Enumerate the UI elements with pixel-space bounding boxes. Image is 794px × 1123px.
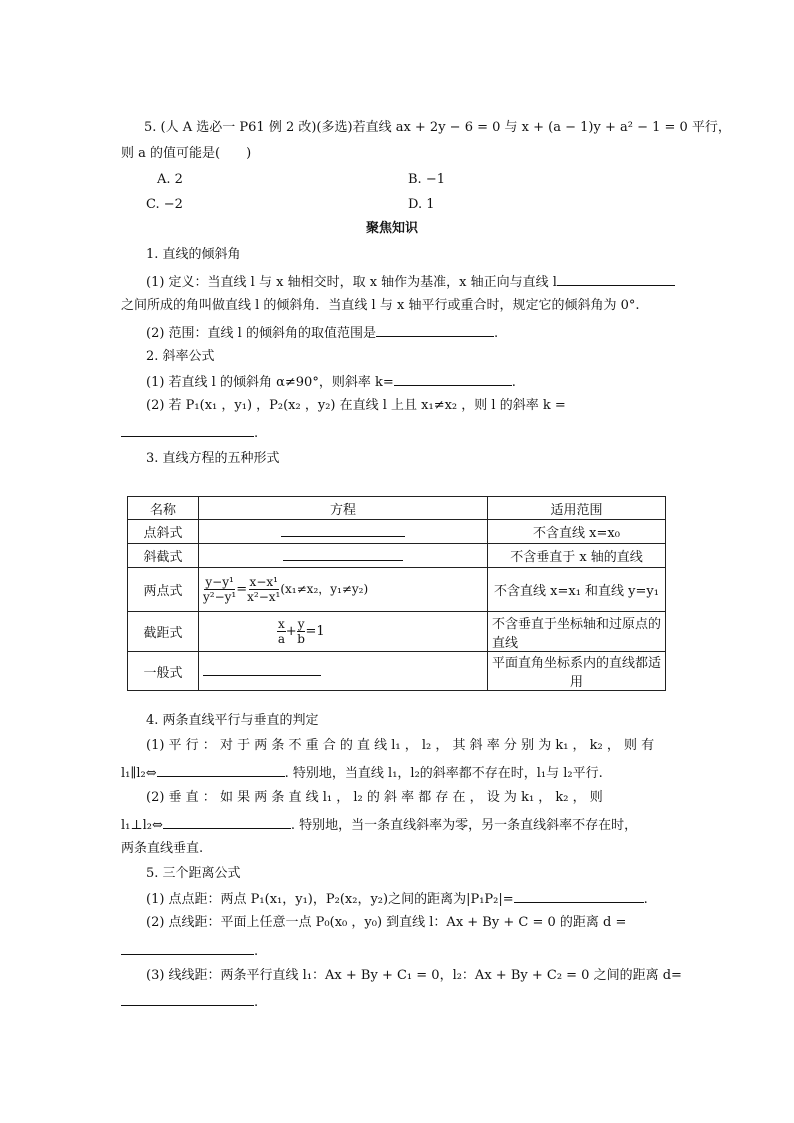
row-range: 不含垂直于 x 轴的直线 (488, 544, 666, 568)
k1-range-line (146, 323, 498, 343)
k3-title: 3. 直线方程的五种形式 (146, 451, 280, 466)
k2-period-2: . (254, 426, 259, 441)
fraction-numerator: y (297, 617, 305, 631)
k4-parallel-suffix: . 特别地，当直线 l₁，l₂的斜率都不存在时，l₁与 l₂平行. (284, 766, 603, 781)
k1-definition-text: (1) 定义：当直线 l 与 x 轴相交时，取 x 轴作为基准，x 轴正向与直线 l (146, 275, 557, 290)
fraction-numerator: x (278, 617, 285, 631)
equation-condition: (x₁≠x₂，y₁≠y₂) (280, 582, 369, 596)
row-range: 不含直线 x=x₁ 和直线 y=y₁ (488, 568, 666, 612)
fraction-denominator: a (277, 632, 285, 646)
option-c: C. −2 (146, 197, 183, 212)
k5-point-point-line (146, 889, 648, 909)
k2-blank-2 (121, 423, 254, 437)
k1-period: . (493, 326, 499, 341)
row-equation (199, 652, 488, 691)
question-stem-line2: 则 a 的值可能是( ) (121, 146, 252, 161)
fraction-x (247, 575, 280, 604)
fraction-denominator: y²−y¹ (203, 590, 237, 604)
k1-range-text: (2) 范围：直线 l 的倾斜角的取值范围是 (146, 326, 376, 341)
equation-blank (281, 523, 405, 537)
row-equation (199, 520, 488, 544)
k5-point-line-answer (121, 941, 258, 961)
k1-blank-2 (376, 323, 494, 337)
k5-point-line-line: (2) 点线距：平面上任意一点 P₀(x₀ ，y₀) 到直线 l：Ax + By + C = 0 的距离 d = (146, 915, 627, 930)
k1-blank-1 (557, 272, 675, 286)
row-range: 平面直角坐标系内的直线都适用 (488, 652, 666, 691)
table-row (128, 520, 666, 544)
k5-period-3: . (254, 995, 259, 1010)
k4-blank-perpendicular (163, 815, 291, 829)
k4-blank-parallel (157, 763, 285, 777)
header-name: 名称 (128, 497, 199, 520)
k2-slope-text: (1) 若直线 l 的倾斜角 α≠90°，则斜率 k= (146, 375, 394, 390)
k5-line-line-line: (3) 线线距：两条平行直线 l₁：Ax + By + C₁ = 0，l₂：Ax + By + C₂ = 0 之间的距离 d= (146, 968, 682, 983)
k5-period-1: . (643, 892, 648, 907)
row-name: 点斜式 (128, 520, 199, 544)
row-range: 不含垂直于坐标轴和过原点的直线 (488, 612, 666, 652)
k2-title: 2. 斜率公式 (146, 349, 215, 364)
row-equation: $\frac{\text{y−y¹}}{\text{y²−y¹}}$ = $\frac{\text{x−x¹}}{\text{x²−x¹}}$ (x₁≠x₂，y₁≠y₂) (199, 568, 488, 612)
k1-definition-line1 (146, 272, 675, 292)
k2-two-point-line: (2) 若 P₁(x₁ ，y₁) ，P₂(x₂ ，y₂) 在直线 l 上且 x₁≠x₂ ，则 l 的斜率 k = (146, 398, 566, 413)
row-name: 两点式 (128, 568, 199, 612)
k4-parallel-line2 (121, 763, 603, 783)
header-range: 适用范围 (488, 497, 666, 520)
table-header-row (128, 497, 666, 520)
k5-blank-1 (514, 889, 644, 903)
k5-blank-2 (121, 941, 254, 955)
fraction-numerator: x−x¹ (249, 575, 278, 589)
table-row (128, 544, 666, 568)
k4-perpendicular-line3: 两条直线垂直. (121, 841, 204, 856)
k5-line-line-answer (121, 992, 258, 1012)
k4-title: 4. 两条直线平行与垂直的判定 (146, 713, 319, 728)
equation-blank (203, 662, 321, 676)
k4-perpendicular-line2 (121, 815, 637, 835)
fraction-denominator: x²−x¹ (247, 590, 281, 604)
section-title: 聚焦知识 (366, 221, 419, 236)
fraction-y (203, 575, 236, 604)
equation-forms-table (127, 496, 666, 691)
row-range: 不含直线 x=x₀ (488, 520, 666, 544)
option-b: B. −1 (408, 172, 445, 187)
header-equation: 方程 (199, 497, 488, 520)
equation-tail: =1 (305, 624, 325, 639)
fraction-denominator: b (297, 632, 305, 646)
question-stem-line1: 5. (人 A 选必一 P61 例 2 改)(多选)若直线 ax + 2y − 6 = 0 与 x + (a − 1)y + a² − 1 = 0 平行， (144, 120, 731, 135)
k4-parallel-prefix: l₁∥l₂⇔ (121, 766, 157, 781)
fraction-numerator: y−y¹ (205, 575, 234, 589)
row-name: 一般式 (128, 652, 199, 691)
k2-period-1: . (511, 375, 516, 390)
option-d: D. 1 (408, 197, 435, 212)
row-equation (199, 544, 488, 568)
k4-parallel-line1: (1) 平 行 ： 对 于 两 条 不 重 合 的 直 线 l₁ ， l₂ ， 其 斜 率 分 别 为 k₁ ， k₂ ， 则 有 (146, 738, 655, 753)
row-equation: $\frac{x}{a}$ + $\frac{y}{b}$ =1 (199, 612, 488, 652)
k1-definition-line2: 之间所成的角叫做直线 l 的倾斜角．当直线 l 与 x 轴平行或重合时，规定它的倾斜角为 0°. (121, 298, 640, 313)
fraction-x-over-a (277, 617, 286, 646)
equation-blank (283, 547, 403, 561)
k4-perpendicular-suffix: . 特别地，当一条直线斜率为零，另一条直线斜率不存在时， (290, 818, 638, 833)
k2-slope-line (146, 372, 516, 392)
k5-blank-3 (121, 992, 254, 1006)
k4-perpendicular-line1: (2) 垂 直 ： 如 果 两 条 直 线 l₁ ， l₂ 的 斜 率 都 存 在 ， 设 为 k₁ ， k₂ ， 则 (146, 790, 603, 805)
k4-perpendicular-prefix: l₁⊥l₂⇔ (121, 818, 163, 833)
k5-period-2: . (254, 944, 259, 959)
k2-answer-line (121, 423, 258, 443)
k5-point-point-text: (1) 点点距：两点 P₁(x₁，y₁)，P₂(x₂，y₂)之间的距离为|P₁P₂|= (146, 892, 514, 907)
k2-blank-1 (394, 372, 512, 386)
table-row (128, 568, 666, 612)
k1-title: 1. 直线的倾斜角 (146, 247, 241, 262)
k5-title: 5. 三个距离公式 (146, 866, 241, 881)
table-row (128, 652, 666, 691)
option-a: A. 2 (157, 172, 183, 187)
row-name: 斜截式 (128, 544, 199, 568)
row-name: 截距式 (128, 612, 199, 652)
table-row (128, 612, 666, 652)
